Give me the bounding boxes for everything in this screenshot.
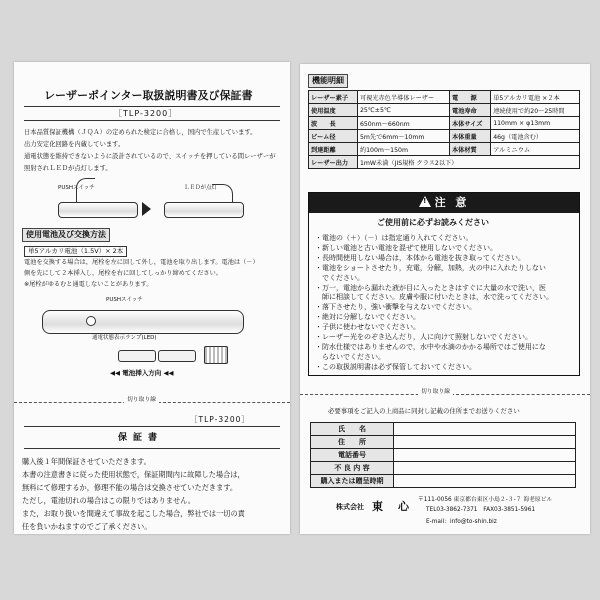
spec-label: 本体重量: [450, 130, 491, 143]
manual-title: レーザーポインター取扱説明書及び保証書: [44, 89, 253, 102]
battery-text-line: ※尾栓がゆるむと通電しないことがあります。: [24, 281, 153, 288]
warranty-line: 無料にて修理するか，修理不能の場合は交換させていただきます。: [22, 483, 238, 492]
company-email: E-mail：info@to-shin.biz: [426, 519, 497, 525]
model-number: ［TLP-3200］: [114, 109, 178, 118]
form-row: [311, 436, 576, 449]
pointer-cutaway-illustration: [42, 310, 244, 334]
spec-value: 110mm × φ13mm: [491, 117, 580, 130]
warranty-line: 任を負いかねますのでご了承ください。: [22, 522, 152, 531]
spec-value: 5m先で6mm～10mm: [357, 130, 449, 143]
caution-item: ・落下させたり，強い衝撃を与えないでください。: [315, 303, 476, 312]
caution-item: ・電池の（＋）（－）は指定通り入れてください。: [315, 234, 473, 242]
caution-item: ・この取扱説明書は必ず保管しておいてください。: [315, 362, 476, 371]
form-label: 氏 名: [311, 423, 394, 436]
battery-icon: [158, 350, 196, 362]
led-label: ＬＥＤが点灯: [184, 185, 218, 191]
spec-value: 可視光赤色半導体レーザー: [357, 91, 449, 104]
form-field[interactable]: [394, 423, 576, 436]
caution-item: ・電池をショートさせたり，充電，分解，加熱，火の中に入れたりしない: [315, 263, 546, 272]
form-label: 住 所: [311, 436, 394, 449]
caution-item: ・新しい電池と古い電池を混ぜて使用しないでください。: [315, 243, 497, 252]
intro-line: 日本品質保証機構（ＪＱＡ）の定められた検定に合格し，国内で生産しています。: [24, 129, 257, 136]
spec-table: [308, 90, 580, 169]
divider: [24, 120, 280, 121]
registration-form: [310, 422, 576, 488]
spec-row: [309, 143, 580, 156]
caution-item: ・長時間使用しない場合は，本体から電池を抜き取ってください。: [315, 253, 525, 262]
spec-label: 到達距離: [309, 143, 358, 156]
spec-label: ビーム径: [309, 130, 358, 143]
form-label: 不 良 内 容: [311, 462, 394, 475]
warning-icon: !: [419, 196, 431, 207]
battery-section-heading: 使用電池及び交換方法: [22, 228, 110, 242]
spec-label: 使用温度: [309, 104, 358, 117]
company-name: 東 心: [372, 500, 411, 513]
push-switch-label: PUSHスイッチ: [106, 297, 143, 303]
spec-value: 46g（電池含む）: [491, 130, 580, 143]
warranty-line: 購入後１年間保証させていただきます。: [22, 457, 151, 466]
form-row: [311, 475, 576, 488]
battery-text-line: 電池を交換する場合は，尾栓を左に回して外し，電池を取り出します。電池は（－）: [24, 259, 259, 266]
intro-line: 出力安定化回路を内蔵しています。: [24, 141, 125, 148]
spec-row: [309, 104, 580, 117]
caution-bar: [309, 193, 579, 213]
spec-value: 25℃±5℃: [357, 104, 449, 117]
finger-illustration: [212, 184, 233, 203]
arrows-left-icon: ◀◀: [163, 369, 174, 377]
spec-row: [309, 130, 580, 143]
spec-row: [309, 91, 580, 104]
warranty-line: また，お取り扱いを間違えて事故を起こした場合，弊社では一切の責: [22, 509, 245, 518]
spec-value: 連続使用で約20～25時間: [491, 104, 580, 117]
right-page: [300, 64, 590, 534]
warranty-model: ［TLP-3200］: [190, 415, 250, 424]
battery-direction: [110, 370, 174, 377]
caution-item: ・絶対に分解しないでください。: [315, 313, 420, 322]
spec-heading: 機能明細: [308, 74, 348, 88]
form-instructions: 必要事項をご記入の上商品に同封し記載の住所までお送りください: [328, 407, 520, 415]
form-field[interactable]: [394, 475, 576, 488]
form-field[interactable]: [394, 462, 576, 475]
caution-item: らないでください。: [315, 352, 385, 361]
form-row: [311, 449, 576, 462]
warranty-line: ただし，電池切れの場合はこの限りではありません。: [22, 496, 195, 505]
arrows-left-icon: ◀◀: [110, 369, 120, 377]
cut-line-label: 切り取り線: [124, 398, 159, 404]
divider: [24, 106, 280, 107]
spec-label: レーザー出力: [309, 156, 358, 169]
spec-label: 電 源: [450, 91, 491, 104]
spec-label: 本体サイズ: [450, 117, 491, 130]
caution-item: ・万一，電池から漏れた液が目に入ったときはすぐに大量の水で洗い，医: [315, 283, 546, 292]
caution-box: [308, 192, 580, 376]
spec-row: [309, 117, 580, 130]
divider: [24, 448, 280, 449]
arrow-right-icon: [142, 202, 151, 216]
led-lamp-label: 通電状態表示ランプ(LED): [92, 335, 157, 341]
intro-line: 通電状態を維持できないように設計されているので、スイッチを押している間レーザーが: [24, 153, 276, 160]
spec-label: レーザー素子: [309, 91, 358, 104]
spec-label: 電池寿命: [450, 104, 491, 117]
left-page: [14, 62, 290, 534]
push-switch-label: PUSHスイッチ: [58, 185, 95, 191]
company-label: 株式会社: [336, 503, 364, 511]
spec-row: [309, 156, 580, 169]
form-row: [311, 423, 576, 436]
battery-icon: [118, 350, 156, 362]
spec-value: 1mW未満（JIS規格 クラス2以下）: [357, 156, 579, 169]
caution-item: でください。: [315, 273, 364, 282]
spec-label: 本体材質: [450, 143, 491, 156]
caution-subtitle: ご使用前に必ずお読みください: [377, 218, 489, 227]
spec-value: 約100m～150m: [357, 143, 449, 156]
spec-value: 単5アルカリ電池 ×２本: [491, 91, 580, 104]
caution-item: ・レーザー光をのぞき込んだり，人に向けて照射しないでください。: [315, 333, 532, 341]
form-field[interactable]: [394, 436, 576, 449]
led-lamp-icon: [86, 316, 96, 326]
warranty-line: 本書の注意書きに従った使用状態で，保証期間内に故障した場合は，: [22, 470, 245, 479]
spec-value: アルミニウム: [491, 143, 580, 156]
caution-item: 師に相談してください。皮膚や服に付いたときは，水で洗ってください。: [315, 293, 553, 302]
company-phone: TEL03-3862-7371 FAX03-3851-5961: [426, 507, 536, 513]
cut-line-label: 切り取り線: [418, 390, 453, 396]
caution-item: ・防水仕様ではありませんので，水中や水滴のかかる場所ではご使用にな: [315, 342, 546, 351]
form-label: 電話番号: [311, 449, 394, 462]
company-address: 〒111-0056 東京都台東区小島２-３-７ 海老原ビル: [418, 497, 553, 503]
caution-item: ・子供に使わせないでください。: [315, 323, 420, 332]
spec-label: 波 長: [309, 117, 358, 130]
battery-direction-label: 電池挿入方向: [122, 369, 162, 377]
caution-title: 注 意: [434, 196, 470, 209]
finger-illustration: [76, 178, 95, 203]
form-label: 購入または贈呈時期: [311, 475, 394, 488]
intro-line: 照射されＬＥＤが点灯します。: [24, 165, 112, 172]
end-cap-icon: [204, 346, 228, 364]
warranty-title: 保証書: [118, 433, 164, 443]
divider: [24, 426, 280, 427]
pointer-illustration-lit: [164, 202, 244, 218]
battery-text-line: 側を先にして２本挿入し，尾栓を右に回してしっかり締めてください。: [24, 270, 222, 277]
battery-spec: 単5アルカリ電池（1.5V）× 2本: [24, 246, 127, 257]
spec-value: 650nm～660nm: [357, 117, 449, 130]
form-row: [311, 462, 576, 475]
form-field[interactable]: [394, 449, 576, 462]
pointer-illustration: [58, 202, 138, 218]
